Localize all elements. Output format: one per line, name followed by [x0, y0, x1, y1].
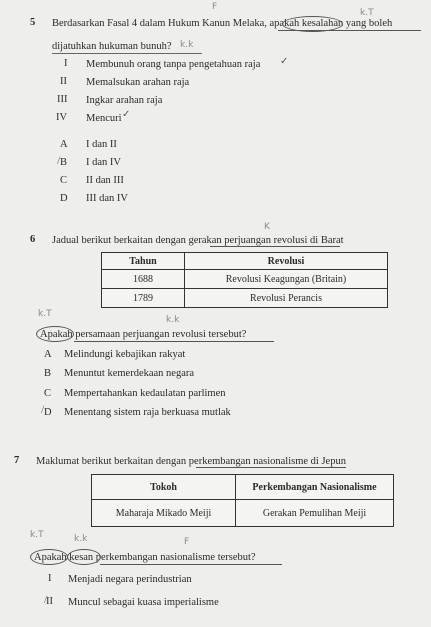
slash-mark: / [44, 592, 48, 606]
handwritten-kk: k.k [166, 315, 180, 325]
pencil-underline [74, 341, 274, 342]
handwritten-f: F [184, 537, 190, 547]
handwritten-k: K [264, 222, 270, 232]
handwritten-f: F [212, 2, 218, 12]
q5-option-letter: B [60, 157, 68, 168]
q6-option-text: Menuntut kemerdekaan negara [64, 368, 195, 379]
table-header-row [92, 475, 394, 500]
q5-option-text: I dan II [86, 139, 117, 150]
table-cell: Maharaja Mikado Meiji [92, 500, 236, 527]
q6-option-letter: D [44, 407, 52, 418]
q7-question: Apakah kesan perkembangan nasionalisme tersebut? [34, 552, 256, 563]
slash-mark: / [41, 402, 45, 416]
q5-item-roman: II [60, 76, 67, 87]
circle-mark [67, 549, 101, 565]
q5-stem-line2: dijatuhkan hukuman bunuh? [52, 41, 172, 52]
q6-stem: Jadual berikut berkaitan dengan gerakan perjuangan revolusi di Barat [52, 235, 344, 246]
q5-item-text: Ingkar arahan raja [86, 95, 163, 106]
pencil-underline [278, 30, 421, 31]
q7-item-text: Menjadi negara perindustrian [68, 574, 192, 585]
q5-item-text: Mencuri [86, 113, 122, 124]
q7-stem: Maklumat berikut berkaitan dengan perkembangan nasionalisme di Jepun [36, 456, 346, 467]
q5-option-text: III dan IV [86, 193, 128, 204]
q5-option-text: II dan III [86, 175, 124, 186]
q7-item-roman: I [48, 573, 52, 584]
q5-item-text: Memalsukan arahan raja [86, 77, 190, 88]
handwritten-kk: k.k [74, 534, 88, 544]
q5-stem-line1: Berdasarkan Fasal 4 dalam Hukum Kanun Melaka, apakah kesalahan yang boleh [52, 18, 393, 29]
q7-item-text: Muncul sebagai kuasa imperialisme [68, 597, 219, 608]
q7-item-roman: II [46, 596, 53, 607]
table-header-row [102, 253, 388, 270]
tick-mark: ✓ [122, 109, 131, 120]
table-cell: Revolusi Perancis [185, 289, 388, 308]
q5-item-roman: III [57, 94, 68, 105]
q6-table [101, 252, 388, 308]
table-header: Tahun [102, 253, 185, 270]
pencil-underline [52, 53, 202, 54]
q5-item-roman: IV [56, 112, 68, 123]
handwritten-kt: k.T [360, 8, 374, 18]
q5-item-roman: I [64, 58, 68, 69]
q6-number: 6 [30, 234, 36, 245]
table-row [102, 270, 388, 289]
table-row [92, 500, 394, 527]
pencil-underline [100, 564, 282, 565]
table-header: Tokoh [92, 475, 236, 500]
table-header: Revolusi [185, 253, 388, 270]
q5-option-letter: C [60, 175, 68, 186]
q5-option-letter: D [60, 193, 68, 204]
q5-option-text: I dan IV [86, 157, 121, 168]
table-cell: Revolusi Keagungan (Britain) [185, 270, 388, 289]
table-row [102, 289, 388, 308]
q6-option-text: Melindungi kebajikan rakyat [64, 349, 186, 360]
q5-option-letter: A [60, 139, 68, 150]
handwritten-kt: k.T [38, 309, 52, 319]
pencil-underline [210, 246, 340, 247]
q6-option-text: Mempertahankan kedaulatan parlimen [64, 388, 226, 399]
slash-mark: / [57, 153, 61, 167]
q5-item-text: Membunuh orang tanpa pengetahuan raja [86, 59, 261, 70]
circle-mark [36, 326, 74, 342]
q6-question: Apakah persamaan perjuangan revolusi tersebut? [40, 329, 247, 340]
handwritten-kt: k.T [30, 530, 44, 540]
q7-number: 7 [14, 455, 20, 466]
q6-option-text: Menentang sistem raja berkuasa mutlak [64, 407, 231, 418]
circle-mark [30, 549, 68, 565]
q6-option-letter: B [44, 368, 52, 379]
q6-option-letter: A [44, 349, 52, 360]
table-header: Perkembangan Nasionalisme [236, 475, 394, 500]
table-cell: 1688 [102, 270, 185, 289]
q5-number: 5 [30, 17, 36, 28]
pencil-underline [196, 467, 346, 468]
tick-mark: ✓ [280, 56, 289, 67]
table-cell: 1789 [102, 289, 185, 308]
handwritten-kk: k.k [180, 40, 194, 50]
q6-option-letter: C [44, 388, 52, 399]
q7-table [91, 474, 394, 527]
table-cell: Gerakan Pemulihan Meiji [236, 500, 394, 527]
